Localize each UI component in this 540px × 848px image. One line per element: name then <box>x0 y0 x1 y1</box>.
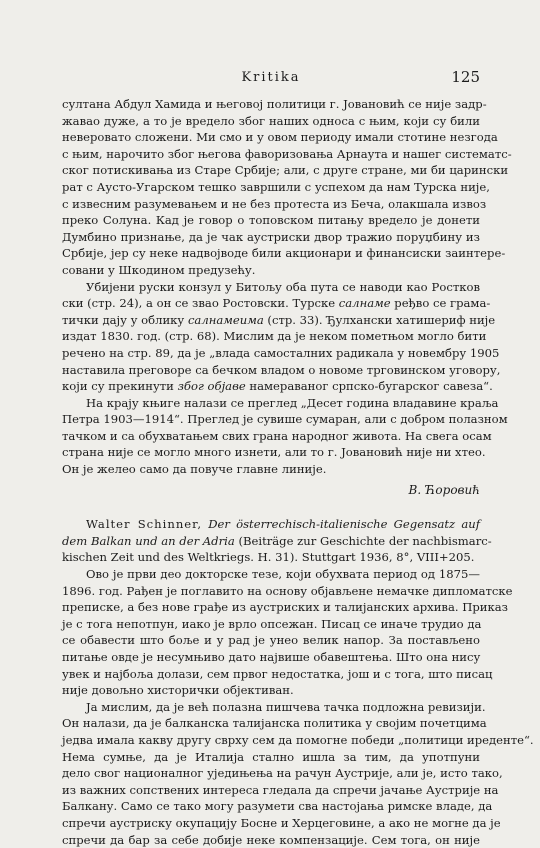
text-line: неверовато сложени. Ми смо и у овом периоду имали стотине незгода <box>62 130 498 145</box>
text-line: Он је желео само да повуче главне линије. <box>62 462 327 477</box>
text-line: султана Абдул Хамида и његовој политици г. Јовановић се није задр- <box>62 97 487 111</box>
text-run: тички дају у облику <box>62 312 188 327</box>
text-run: који су прекинути <box>62 379 178 394</box>
page-body <box>62 96 534 848</box>
reviewer-signature: В. Ћоровић <box>408 482 480 497</box>
review-2-paragraph-1 <box>62 566 513 699</box>
text-line: ског потискивања из Старе Србије; али, с друге стране, ми би царински <box>62 163 509 178</box>
book-title: Der österrechisch-italienische Gegensatz auf <box>208 517 480 532</box>
text-line: kischen Zeit und des Weltkriegs. H. 31). Stuttgart 1936, 8°, VIII+205. <box>62 550 475 565</box>
running-header <box>62 68 480 88</box>
text-line: тачком и са обухватањем свих грана народног живота. На свега осам <box>62 428 492 443</box>
text-line: Ја мислим, да је већ полазна пишчева тачка подложна ревизији. <box>86 699 486 714</box>
text-line: с њим, нарочито због његова фаворизовања Арнаута и нашег систематс- <box>62 146 512 161</box>
text-line: се обавести што боље и у рад је унео велик напор. За постављено <box>62 633 480 648</box>
text-line: Думбино признање, да је чак аустриски двор тражио поруџбину из <box>62 229 480 244</box>
italic-term: салнамеима <box>187 312 264 327</box>
text-line: није довољно хисторички објективан. <box>62 683 294 698</box>
text-line: преписке, а без нове грађе из аустриских и талијанских архива. Приказ <box>62 600 508 615</box>
italic-term: салнаме <box>338 296 391 311</box>
text-line: совани у Шкодином предузећу. <box>62 262 256 277</box>
text-line: спречи аустриску окупацију Босне и Херцеговине, а ако не могне да је <box>62 815 501 830</box>
text-line: Убијени руски конзул у Битољу оба пута се наводи као Ростков <box>86 279 480 294</box>
text-line: дело свог националног уједињења на рачун Аустрије, али је, исто тако, <box>62 766 503 781</box>
text-line <box>62 516 480 533</box>
review-1-paragraph-1 <box>62 96 512 279</box>
text-line: Он налази, да је балканска талијанска политика у својим почетцима <box>62 716 487 731</box>
text-line: је с тога непотпун, иако је врло опсежан. Писац се иначе трудио да <box>62 616 482 631</box>
page-number: 125 <box>451 68 480 86</box>
review-1-paragraph-2 <box>62 279 501 395</box>
text-line <box>62 295 491 312</box>
text-line: из важних сопствених интереса гледала да спречи јачање Аустрије на <box>62 782 499 797</box>
book-title-continued: dem Balkan und an der Adria <box>62 533 235 548</box>
book-author: Walter Schinner, <box>86 517 203 532</box>
text-line: с извесним разумевањем и не без протеста из Беча, олакшала извоз <box>62 196 487 211</box>
text-line: издат 1830. год. (стр. 68). Мислим да је неком пометњом могло бити <box>62 329 487 344</box>
running-title: Kritika <box>241 70 301 85</box>
text-line: увек и најбоља долази, сем првог недостатка, још и с тога, што писац <box>62 666 493 681</box>
text-run: ски (стр. 24), а он се звао Ростовски. Турске <box>62 296 339 311</box>
text-line: Ово је први део докторске тезе, који обухвата период од 1875— <box>86 567 480 582</box>
text-line: спречи да бар за себе добије неке компензације. Сем тога, он није <box>62 832 480 847</box>
text-line: Србије, јер су неке надвојводе били акционари и финансиски заинтере- <box>62 246 506 261</box>
text-line: преко Солуна. Кад је говор о топовском питању вредело је донети <box>62 213 480 228</box>
text-run: ређво се грама- <box>390 296 491 311</box>
text-line <box>62 312 496 329</box>
text-line: једва имала какву другу сврху сем да помогне победи „политици иреденте“. <box>62 732 534 747</box>
text-line: Балкану. Само се тако могу разумети сва настојања римске владе, да <box>62 799 493 814</box>
text-line: рат с Аусто-Угарском тешко завршили с успехом да нам Турска није, <box>62 179 490 194</box>
review-1-paragraph-3 <box>62 395 508 478</box>
text-line: На крају књиге налази се преглед „Десет година владавине краља <box>86 395 499 410</box>
text-run: (стр. 33). Ђулхански хатишериф није <box>263 312 496 327</box>
review-2 <box>62 516 534 848</box>
review-2-paragraph-2 <box>62 699 534 848</box>
text-line: наставила преговоре са бечком владом о новоме трговинском уговору, <box>62 362 501 377</box>
text-line: питање овде је несумњиво дато највише обавештења. Што она нису <box>62 650 481 664</box>
text-line: Петра 1903—1914“. Преглед је сувише сумаран, али с добром полазном <box>62 412 508 427</box>
text-line: Нема сумње, да је Италија стално ишла за тим, да употпуни <box>62 749 480 764</box>
text-line: речено на стр. 89, да је „влада самосталних радикала у новембру 1905 <box>62 345 500 360</box>
text-line: жавао дуже, а то је вредело због наших односа с њим, који су били <box>62 113 480 128</box>
series-info: (Beiträge zur Geschichte der nachbismarc- <box>238 533 492 548</box>
bibliographic-entry <box>62 516 492 566</box>
text-run: намераваног српско-бугарског савеза“. <box>245 379 493 394</box>
review-1 <box>62 96 512 498</box>
italic-term: због објаве <box>177 379 246 394</box>
section-gap <box>62 498 480 516</box>
text-line <box>62 378 493 395</box>
text-line: 1896. год. Рађен је поглавито на основу објављене немачке дипломатске <box>62 583 513 598</box>
text-line <box>62 533 492 550</box>
text-line: страна није се могло много изнети, али то г. Јовановић није ни хтео. <box>62 445 486 460</box>
